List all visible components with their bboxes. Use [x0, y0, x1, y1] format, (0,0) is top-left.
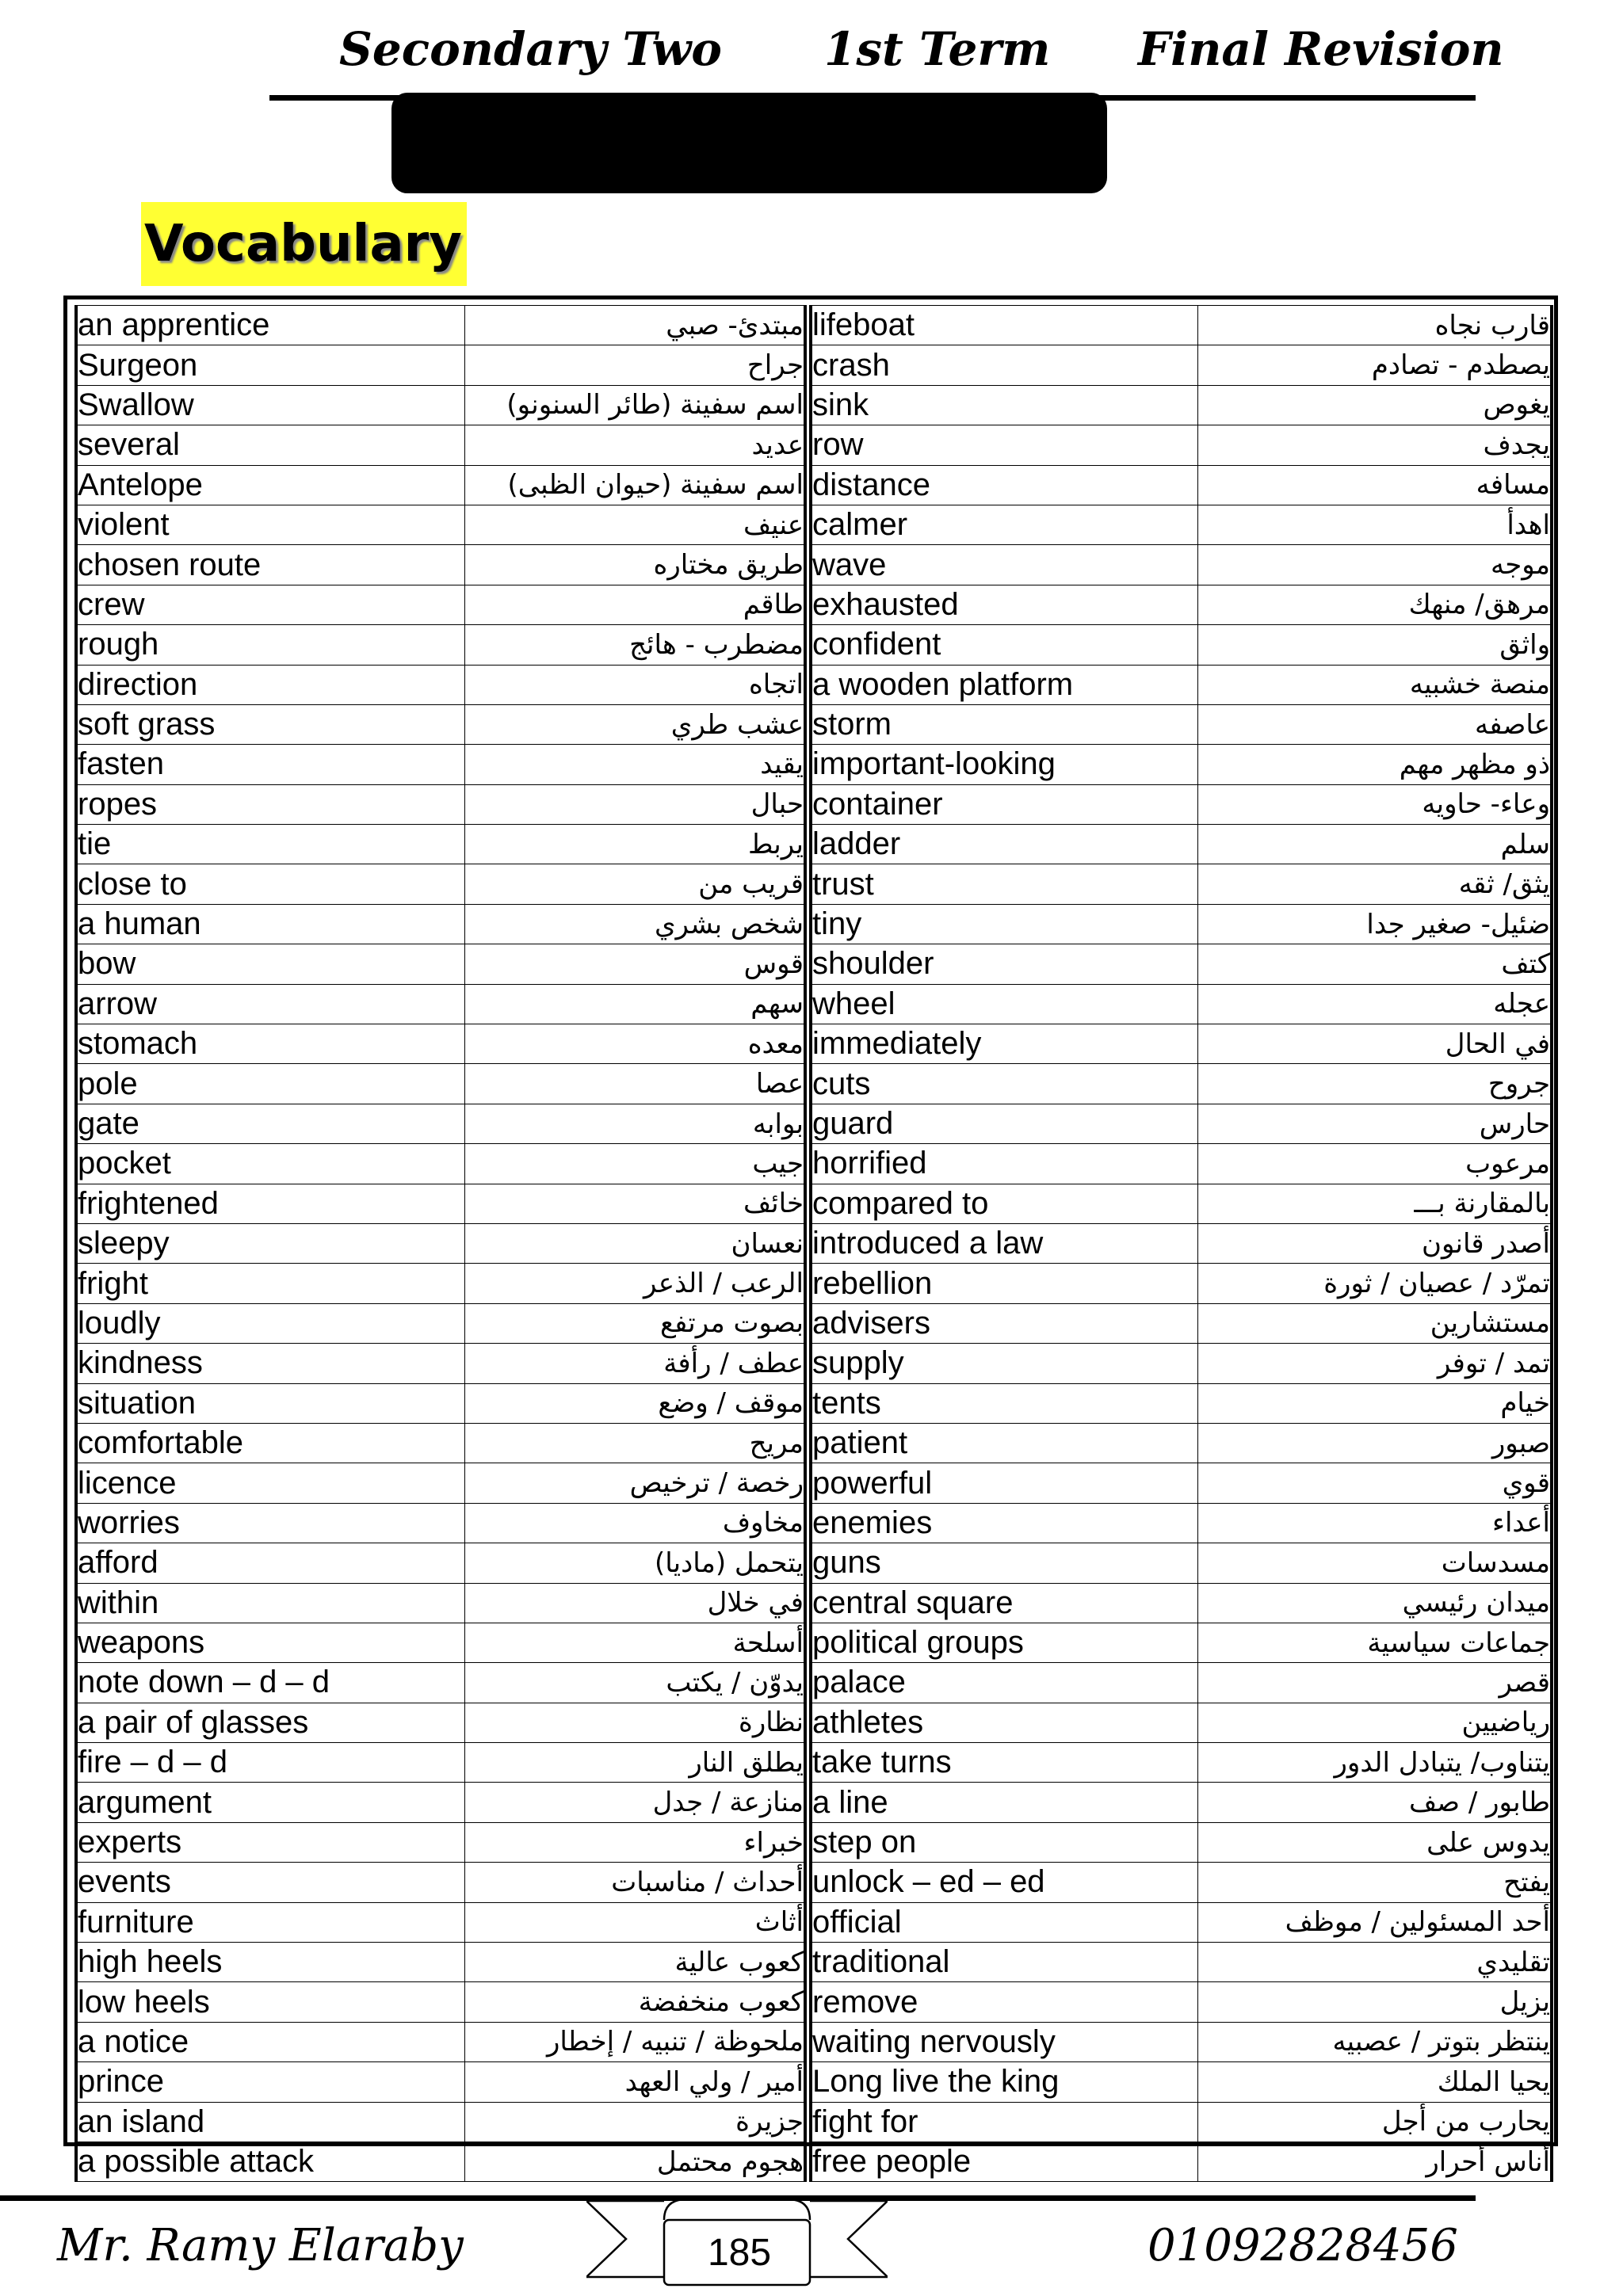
- footer-phone: 01092828456: [1148, 2220, 1458, 2271]
- english-word: high heels: [76, 1943, 464, 1982]
- english-word: storm: [811, 704, 1197, 744]
- arabic-meaning: خيام: [1197, 1383, 1552, 1423]
- english-word: horrified: [811, 1144, 1197, 1184]
- vocab-row: [76, 1543, 805, 1583]
- vocab-row: [811, 864, 1552, 904]
- vocab-row: [811, 745, 1552, 784]
- vocab-row: [76, 745, 805, 784]
- english-word: guard: [811, 1104, 1197, 1143]
- vocab-row: [76, 1663, 805, 1703]
- vocab-row: [811, 1144, 1552, 1184]
- english-word: sleepy: [76, 1223, 464, 1263]
- arabic-meaning: مخاوف: [464, 1503, 805, 1543]
- arabic-meaning: الرعب / الذعر: [464, 1264, 805, 1303]
- english-word: an apprentice: [76, 306, 464, 345]
- english-word: loudly: [76, 1303, 464, 1343]
- arabic-meaning: يدوّن / يكتب: [464, 1663, 805, 1703]
- vocab-row: [76, 1743, 805, 1783]
- vocab-row: [76, 1943, 805, 1982]
- arabic-meaning: خائف: [464, 1184, 805, 1223]
- arabic-meaning: نعسان: [464, 1223, 805, 1263]
- arabic-meaning: أسلحة: [464, 1623, 805, 1662]
- arabic-meaning: ذو مظهر مهم: [1197, 745, 1552, 784]
- arabic-meaning: يصطدم - تصادم: [1197, 345, 1552, 385]
- english-word: compared to: [811, 1184, 1197, 1223]
- arabic-meaning: مستشارين: [1197, 1303, 1552, 1343]
- arabic-meaning: مسدسات: [1197, 1543, 1552, 1583]
- header-title: Final Revision: [1138, 22, 1504, 76]
- vocab-row: [811, 2142, 1552, 2181]
- vocab-row: [811, 1423, 1552, 1463]
- vocab-row: [811, 1943, 1552, 1982]
- arabic-meaning: مرهق/ منهك: [1197, 585, 1552, 624]
- header-term: 1st Term: [824, 22, 1051, 76]
- vocab-row: [811, 1982, 1552, 2022]
- english-word: immediately: [811, 1024, 1197, 1064]
- vocab-row: [76, 1383, 805, 1423]
- vocab-row: [811, 1344, 1552, 1383]
- english-word: take turns: [811, 1743, 1197, 1783]
- english-word: situation: [76, 1383, 464, 1423]
- vocab-row: [811, 1264, 1552, 1303]
- vocab-row: [811, 1503, 1552, 1543]
- english-word: a wooden platform: [811, 665, 1197, 704]
- english-word: row: [811, 425, 1197, 465]
- english-word: introduced a law: [811, 1223, 1197, 1263]
- arabic-meaning: يتناوب/ يتبادل الدور: [1197, 1743, 1552, 1783]
- english-word: Swallow: [76, 385, 464, 425]
- english-word: tie: [76, 825, 464, 864]
- english-word: pocket: [76, 1144, 464, 1184]
- english-word: fasten: [76, 745, 464, 784]
- arabic-meaning: أناس أحرار: [1197, 2142, 1552, 2181]
- vocab-row: [811, 1064, 1552, 1104]
- vocab-row: [76, 1303, 805, 1343]
- arabic-meaning: ينتظر بتوتر / عصبيه: [1197, 2022, 1552, 2061]
- arabic-meaning: رياضيين: [1197, 1703, 1552, 1742]
- arabic-meaning: طريق مختاره: [464, 545, 805, 585]
- vocab-row: [811, 2062, 1552, 2102]
- arabic-meaning: يغوص: [1197, 385, 1552, 425]
- vocab-row: [811, 984, 1552, 1024]
- arabic-meaning: قارب نجاه: [1197, 306, 1552, 345]
- english-word: experts: [76, 1822, 464, 1862]
- vocab-row: [811, 1863, 1552, 1902]
- vocab-row: [811, 944, 1552, 984]
- arabic-meaning: طاقم: [464, 585, 805, 624]
- vocab-row: [76, 1064, 805, 1104]
- english-word: traditional: [811, 1943, 1197, 1982]
- arabic-meaning: معده: [464, 1024, 805, 1064]
- arabic-meaning: هجوم محتمل: [464, 2142, 805, 2181]
- arabic-meaning: تمد / توفر: [1197, 1344, 1552, 1383]
- vocab-row: [76, 1863, 805, 1902]
- arabic-meaning: عجله: [1197, 984, 1552, 1024]
- english-word: kindness: [76, 1344, 464, 1383]
- english-word: Antelope: [76, 465, 464, 505]
- english-word: unlock – ed – ed: [811, 1863, 1197, 1902]
- arabic-meaning: يحيا الملك: [1197, 2062, 1552, 2102]
- vocab-row: [76, 1503, 805, 1543]
- arabic-meaning: قوس: [464, 944, 805, 984]
- english-word: a human: [76, 904, 464, 944]
- arabic-meaning: اتجاه: [464, 665, 805, 704]
- english-word: ladder: [811, 825, 1197, 864]
- vocab-row: [811, 1663, 1552, 1703]
- english-word: a line: [811, 1783, 1197, 1822]
- english-word: tents: [811, 1383, 1197, 1423]
- arabic-meaning: منازعة / جدل: [464, 1783, 805, 1822]
- english-word: a possible attack: [76, 2142, 464, 2181]
- vocab-row: [76, 2062, 805, 2102]
- vocab-row: [76, 425, 805, 465]
- vocab-row: [811, 2102, 1552, 2142]
- arabic-meaning: موقف / وضع: [464, 1383, 805, 1423]
- arabic-meaning: في خلال: [464, 1583, 805, 1623]
- arabic-meaning: أصدر قانون: [1197, 1223, 1552, 1263]
- vocab-row: [811, 1623, 1552, 1662]
- arabic-meaning: عاصفه: [1197, 704, 1552, 744]
- english-word: stomach: [76, 1024, 464, 1064]
- vocab-row: [76, 505, 805, 544]
- english-word: low heels: [76, 1982, 464, 2022]
- vocab-table-right: [809, 305, 1553, 2182]
- vocab-row: [811, 1463, 1552, 1503]
- vocab-row: [76, 345, 805, 385]
- english-word: a pair of glasses: [76, 1703, 464, 1742]
- english-word: prince: [76, 2062, 464, 2102]
- arabic-meaning: شخص بشري: [464, 904, 805, 944]
- vocab-row: [76, 1344, 805, 1383]
- vocab-row: [76, 1783, 805, 1822]
- arabic-meaning: يتحمل (ماديا): [464, 1543, 805, 1583]
- arabic-meaning: تقليدي: [1197, 1943, 1552, 1982]
- arabic-meaning: جروح: [1197, 1064, 1552, 1104]
- english-word: free people: [811, 2142, 1197, 2181]
- vocab-row: [76, 1184, 805, 1223]
- arabic-meaning: عصا: [464, 1064, 805, 1104]
- vocab-row: [811, 545, 1552, 585]
- arabic-meaning: قصر: [1197, 1663, 1552, 1703]
- english-word: trust: [811, 864, 1197, 904]
- english-word: afford: [76, 1543, 464, 1583]
- english-word: Surgeon: [76, 345, 464, 385]
- vocab-row: [76, 784, 805, 824]
- arabic-meaning: وعاء- حاويه: [1197, 784, 1552, 824]
- vocab-row: [76, 1104, 805, 1143]
- english-word: crash: [811, 345, 1197, 385]
- english-word: fire – d – d: [76, 1743, 464, 1783]
- arabic-meaning: يطلق النار: [464, 1743, 805, 1783]
- arabic-meaning: يقيد: [464, 745, 805, 784]
- vocab-row: [76, 1144, 805, 1184]
- arabic-meaning: كعوب منخفضة: [464, 1982, 805, 2022]
- vocab-row: [811, 704, 1552, 744]
- english-word: chosen route: [76, 545, 464, 585]
- english-word: step on: [811, 1822, 1197, 1862]
- arabic-meaning: أمير / ولي العهد: [464, 2062, 805, 2102]
- vocab-row: [811, 1703, 1552, 1742]
- vocab-row: [811, 1024, 1552, 1064]
- arabic-meaning: أثاث: [464, 1902, 805, 1942]
- arabic-meaning: سلم: [1197, 825, 1552, 864]
- english-word: container: [811, 784, 1197, 824]
- vocab-row: [811, 345, 1552, 385]
- english-word: patient: [811, 1423, 1197, 1463]
- english-word: an island: [76, 2102, 464, 2142]
- english-word: rebellion: [811, 1264, 1197, 1303]
- footer-author: Mr. Ramy Elaraby: [57, 2220, 464, 2271]
- arabic-meaning: مرعوب: [1197, 1144, 1552, 1184]
- vocab-row: [76, 1703, 805, 1742]
- arabic-meaning: صبور: [1197, 1423, 1552, 1463]
- vocab-row: [811, 1822, 1552, 1862]
- vocab-row: [76, 944, 805, 984]
- vocab-row: [811, 2022, 1552, 2061]
- vocab-row: [811, 825, 1552, 864]
- vocab-row: [76, 1223, 805, 1263]
- english-word: distance: [811, 465, 1197, 505]
- vocab-row: [811, 505, 1552, 544]
- vocab-row: [811, 1783, 1552, 1822]
- arabic-meaning: كعوب عالية: [464, 1943, 805, 1982]
- vocab-row: [76, 904, 805, 944]
- arabic-meaning: مريح: [464, 1423, 805, 1463]
- english-word: sink: [811, 385, 1197, 425]
- arabic-meaning: سهم: [464, 984, 805, 1024]
- english-word: several: [76, 425, 464, 465]
- vocab-row: [76, 1463, 805, 1503]
- arabic-meaning: جيب: [464, 1144, 805, 1184]
- vocab-table-left: [74, 305, 807, 2182]
- arabic-meaning: ميدان رئيسي: [1197, 1583, 1552, 1623]
- arabic-meaning: منصة خشبيه: [1197, 665, 1552, 704]
- arabic-meaning: يدوس على: [1197, 1822, 1552, 1862]
- vocab-row: [76, 2142, 805, 2181]
- arabic-meaning: اسم سفينة (طائر السنونو): [464, 385, 805, 425]
- english-word: furniture: [76, 1902, 464, 1942]
- arabic-meaning: عطف / رأفة: [464, 1344, 805, 1383]
- vocab-row: [811, 1743, 1552, 1783]
- vocab-row: [811, 585, 1552, 624]
- english-word: worries: [76, 1503, 464, 1543]
- arabic-meaning: كتف: [1197, 944, 1552, 984]
- vocab-row: [76, 864, 805, 904]
- english-word: shoulder: [811, 944, 1197, 984]
- arabic-meaning: عشب طري: [464, 704, 805, 744]
- arabic-meaning: يزيل: [1197, 1982, 1552, 2022]
- english-word: enemies: [811, 1503, 1197, 1543]
- english-word: fight for: [811, 2102, 1197, 2142]
- arabic-meaning: يحارب من أجل: [1197, 2102, 1552, 2142]
- arabic-meaning: طابور / صف: [1197, 1783, 1552, 1822]
- arabic-meaning: ملحوظة / تنبيه / إخطار: [464, 2022, 805, 2061]
- arabic-meaning: قوي: [1197, 1463, 1552, 1503]
- english-word: wave: [811, 545, 1197, 585]
- arabic-meaning: يثق/ ثقه: [1197, 864, 1552, 904]
- vocab-row: [76, 2102, 805, 2142]
- english-word: confident: [811, 625, 1197, 665]
- arabic-meaning: موجه: [1197, 545, 1552, 585]
- english-word: political groups: [811, 1623, 1197, 1662]
- english-word: frightened: [76, 1184, 464, 1223]
- english-word: soft grass: [76, 704, 464, 744]
- vocab-row: [811, 904, 1552, 944]
- vocab-row: [811, 1543, 1552, 1583]
- english-word: events: [76, 1863, 464, 1902]
- english-word: weapons: [76, 1623, 464, 1662]
- english-word: cuts: [811, 1064, 1197, 1104]
- arabic-meaning: خبراء: [464, 1822, 805, 1862]
- vocab-row: [811, 1303, 1552, 1343]
- arabic-meaning: اهدأ: [1197, 505, 1552, 544]
- english-word: arrow: [76, 984, 464, 1024]
- english-word: waiting nervously: [811, 2022, 1197, 2061]
- english-word: official: [811, 1902, 1197, 1942]
- vocab-row: [76, 1623, 805, 1662]
- english-word: bow: [76, 944, 464, 984]
- section-title: Vocabulary: [141, 202, 467, 286]
- english-word: important-looking: [811, 745, 1197, 784]
- vocab-row: [76, 704, 805, 744]
- header-grade: Secondary Two: [339, 22, 722, 76]
- vocab-row: [811, 1383, 1552, 1423]
- english-word: pole: [76, 1064, 464, 1104]
- arabic-meaning: نظارة: [464, 1703, 805, 1742]
- english-word: palace: [811, 1663, 1197, 1703]
- arabic-meaning: اسم سفينة (حيوان الظبى): [464, 465, 805, 505]
- english-word: comfortable: [76, 1423, 464, 1463]
- vocab-row: [76, 1423, 805, 1463]
- arabic-meaning: جماعات سياسية: [1197, 1623, 1552, 1662]
- vocab-row: [76, 1024, 805, 1064]
- english-word: note down – d – d: [76, 1663, 464, 1703]
- english-word: Long live the king: [811, 2062, 1197, 2102]
- vocab-row: [76, 1822, 805, 1862]
- vocab-row: [76, 385, 805, 425]
- vocab-row: [811, 1223, 1552, 1263]
- vocab-row: [811, 425, 1552, 465]
- vocab-row: [811, 1104, 1552, 1143]
- vocab-row: [811, 1184, 1552, 1223]
- vocab-row: [811, 1583, 1552, 1623]
- english-word: close to: [76, 864, 464, 904]
- english-word: athletes: [811, 1703, 1197, 1742]
- english-word: guns: [811, 1543, 1197, 1583]
- vocab-row: [811, 625, 1552, 665]
- arabic-meaning: جزيرة: [464, 2102, 805, 2142]
- vocab-row: [76, 1264, 805, 1303]
- arabic-meaning: تمرّد / عصيان / ثورة: [1197, 1264, 1552, 1303]
- english-word: advisers: [811, 1303, 1197, 1343]
- english-word: central square: [811, 1583, 1197, 1623]
- arabic-meaning: مسافه: [1197, 465, 1552, 505]
- arabic-meaning: جراح: [464, 345, 805, 385]
- vocab-row: [76, 1902, 805, 1942]
- vocab-row: [76, 465, 805, 505]
- vocab-row: [76, 1583, 805, 1623]
- english-word: exhausted: [811, 585, 1197, 624]
- english-word: fright: [76, 1264, 464, 1303]
- english-word: rough: [76, 625, 464, 665]
- arabic-meaning: يفتح: [1197, 1863, 1552, 1902]
- vocab-row: [76, 545, 805, 585]
- arabic-meaning: في الحال: [1197, 1024, 1552, 1064]
- english-word: lifeboat: [811, 306, 1197, 345]
- arabic-meaning: ضئيل- صغير جدا: [1197, 904, 1552, 944]
- english-word: supply: [811, 1344, 1197, 1383]
- vocab-row: [76, 665, 805, 704]
- vocab-row: [811, 784, 1552, 824]
- english-word: calmer: [811, 505, 1197, 544]
- arabic-meaning: بصوت مرتفع: [464, 1303, 805, 1343]
- english-word: argument: [76, 1783, 464, 1822]
- arabic-meaning: حبال: [464, 784, 805, 824]
- vocab-row: [76, 2022, 805, 2061]
- english-word: wheel: [811, 984, 1197, 1024]
- arabic-meaning: أحداث / مناسبات: [464, 1863, 805, 1902]
- arabic-meaning: بالمقارنة بـــ: [1197, 1184, 1552, 1223]
- arabic-meaning: حارس: [1197, 1104, 1552, 1143]
- arabic-meaning: عنيف: [464, 505, 805, 544]
- arabic-meaning: أحد المسئولين / موظف: [1197, 1902, 1552, 1942]
- arabic-meaning: قريب من: [464, 864, 805, 904]
- vocab-row: [76, 1982, 805, 2022]
- english-word: powerful: [811, 1463, 1197, 1503]
- vocab-row: [811, 465, 1552, 505]
- english-word: a notice: [76, 2022, 464, 2061]
- english-word: violent: [76, 505, 464, 544]
- arabic-meaning: أعداء: [1197, 1503, 1552, 1543]
- english-word: within: [76, 1583, 464, 1623]
- vocab-row: [811, 665, 1552, 704]
- arabic-meaning: يربط: [464, 825, 805, 864]
- arabic-meaning: يجدف: [1197, 425, 1552, 465]
- vocab-row: [76, 825, 805, 864]
- vocab-row: [76, 585, 805, 624]
- vocab-row: [76, 306, 805, 345]
- english-word: tiny: [811, 904, 1197, 944]
- arabic-meaning: عديد: [464, 425, 805, 465]
- vocab-row: [76, 625, 805, 665]
- arabic-meaning: مبتدئ- صبي: [464, 306, 805, 345]
- english-word: remove: [811, 1982, 1197, 2022]
- english-word: licence: [76, 1463, 464, 1503]
- arabic-meaning: رخصة / ترخيص: [464, 1463, 805, 1503]
- arabic-meaning: بوابه: [464, 1104, 805, 1143]
- vocab-row: [811, 1902, 1552, 1942]
- english-word: ropes: [76, 784, 464, 824]
- arabic-meaning: واثق: [1197, 625, 1552, 665]
- english-word: gate: [76, 1104, 464, 1143]
- vocab-row: [811, 385, 1552, 425]
- english-word: crew: [76, 585, 464, 624]
- vocab-row: [811, 306, 1552, 345]
- vocab-row: [76, 984, 805, 1024]
- page-number: 185: [707, 2232, 772, 2274]
- english-word: direction: [76, 665, 464, 704]
- redacted-black-bar: [391, 93, 1107, 193]
- arabic-meaning: مضطرب - هائج: [464, 625, 805, 665]
